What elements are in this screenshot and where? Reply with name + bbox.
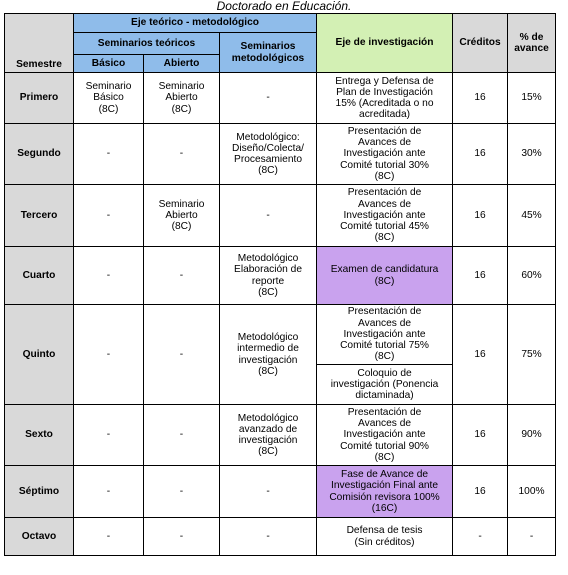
header-seminarios-teoricos: Seminarios teóricos (74, 33, 220, 55)
abierto-cell: - (144, 466, 220, 518)
creditos-cell: - (453, 518, 508, 556)
header-seminarios-metodologicos: Seminarios metodológicos (220, 33, 317, 73)
avance-cell: - (508, 518, 556, 556)
abierto-cell: Seminario Abierto (8C) (144, 73, 220, 124)
avance-cell: 90% (508, 405, 556, 466)
abierto-cell: - (144, 518, 220, 556)
creditos-cell: 16 (453, 405, 508, 466)
investigacion-cell: Entrega y Defensa de Plan de Investigación 15% (Acreditada o no acreditada) (317, 73, 453, 124)
creditos-cell: 16 (453, 466, 508, 518)
table-row (5, 73, 556, 124)
basico-cell: Seminario Básico (8C) (74, 73, 144, 124)
page-title: Doctorado en Educación. (216, 0, 352, 13)
investigacion-cell: Presentación de Avances de Investigación ante Comité tutorial 45% (8C) (317, 185, 453, 247)
header-semestre: Semestre (5, 14, 74, 73)
investigacion-cell: Defensa de tesis (Sin créditos) (317, 518, 453, 556)
metodologico-cell: Metodológico intermedio de investigación (8C) (220, 305, 317, 405)
basico-cell: - (74, 247, 144, 305)
investigacion-cell: Presentación de Avances de Investigación ante Comité tutorial 90% (8C) (317, 405, 453, 466)
header-basico: Básico (74, 55, 144, 73)
avance-cell: 60% (508, 247, 556, 305)
basico-cell: - (74, 518, 144, 556)
metodologico-cell: Metodológico Elaboración de reporte (8C) (220, 247, 317, 305)
basico-cell: - (74, 466, 144, 518)
semester-cell: Primero (5, 73, 74, 124)
table-row (5, 185, 556, 247)
abierto-cell: - (144, 124, 220, 185)
avance-cell: 45% (508, 185, 556, 247)
semester-cell: Segundo (5, 124, 74, 185)
table-row (5, 466, 556, 518)
semester-cell: Tercero (5, 185, 74, 247)
investigacion-cell: Presentación de Avances de Investigación ante Comité tutorial 75% (8C) (317, 305, 453, 365)
table-row (5, 305, 556, 365)
investigacion-cell: Presentación de Avances de Investigación ante Comité tutorial 30% (8C) (317, 124, 453, 185)
abierto-cell: - (144, 305, 220, 405)
metodologico-cell: - (220, 185, 317, 247)
header-eje-investigacion: Eje de investigación (317, 14, 453, 73)
header-avance: % de avance (508, 14, 556, 73)
table-row (5, 124, 556, 185)
abierto-cell: - (144, 405, 220, 466)
basico-cell: - (74, 124, 144, 185)
creditos-cell: 16 (453, 305, 508, 405)
avance-cell: 100% (508, 466, 556, 518)
metodologico-cell: - (220, 73, 317, 124)
investigacion-extra-cell: Coloquio de investigación (Ponencia dictaminada) (317, 365, 453, 405)
creditos-cell: 16 (453, 185, 508, 247)
basico-cell: - (74, 185, 144, 247)
creditos-cell: 16 (453, 73, 508, 124)
table-row (5, 247, 556, 305)
avance-cell: 30% (508, 124, 556, 185)
metodologico-cell: Metodológico avanzado de investigación (8C) (220, 405, 317, 466)
basico-cell: - (74, 305, 144, 405)
header-abierto: Abierto (144, 55, 220, 73)
creditos-cell: 16 (453, 124, 508, 185)
basico-cell: - (74, 405, 144, 466)
header-creditos: Créditos (453, 14, 508, 73)
avance-cell: 75% (508, 305, 556, 405)
table-row (5, 405, 556, 466)
investigacion-cell: Fase de Avance de Investigación Final ante Comisión revisora 100% (16C) (317, 466, 453, 518)
header-eje-teorico: Eje teórico - metodológico (74, 14, 317, 33)
metodologico-cell: - (220, 518, 317, 556)
investigacion-cell: Examen de candidatura (8C) (317, 247, 453, 305)
semester-cell: Séptimo (5, 466, 74, 518)
semester-cell: Quinto (5, 305, 74, 405)
abierto-cell: - (144, 247, 220, 305)
metodologico-cell: - (220, 466, 317, 518)
avance-cell: 15% (508, 73, 556, 124)
semester-cell: Sexto (5, 405, 74, 466)
curriculum-table (4, 13, 556, 556)
abierto-cell: Seminario Abierto (8C) (144, 185, 220, 247)
semester-cell: Cuarto (5, 247, 74, 305)
table-row (5, 518, 556, 556)
metodologico-cell: Metodológico: Diseño/Colecta/ Procesamiento (8C) (220, 124, 317, 185)
creditos-cell: 16 (453, 247, 508, 305)
semester-cell: Octavo (5, 518, 74, 556)
